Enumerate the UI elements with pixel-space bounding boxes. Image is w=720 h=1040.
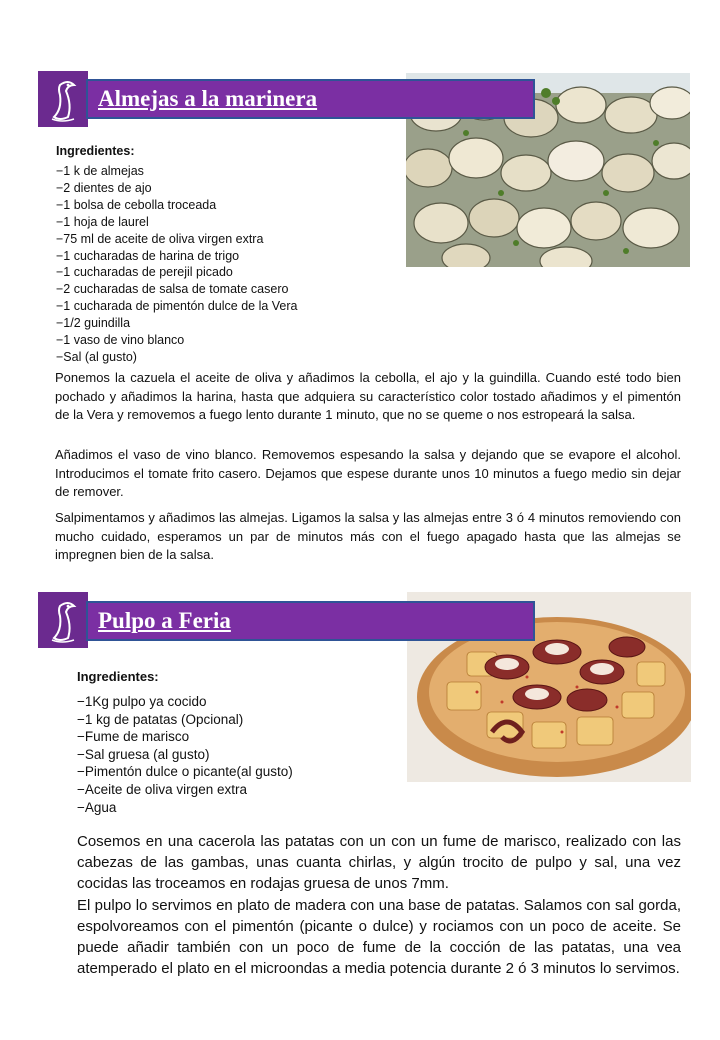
list-item: −1 vaso de vino blanco — [56, 333, 185, 348]
list-item: −1 cucharadas de perejil picado — [56, 265, 233, 280]
recipe-step-paragraph: Añadimos el vaso de vino blanco. Removemos espesando la salsa y dejando que se evapore el alcohol. Introducimos el tomate frito casero. Dejamos que espese durante unos 10 minutos a fuego medio sin dejar de remover. — [55, 447, 681, 499]
list-item: −Fume de marisco — [77, 729, 190, 745]
penguin-logo — [38, 592, 88, 648]
penguin-logo — [38, 71, 88, 127]
list-item: −Agua — [77, 799, 117, 815]
recipe-step-paragraph: El pulpo lo servimos en plato de madera con una base de patatas. Salamos con sal gorda, espolvoreamos con el pimentón (picante o dulce) y rociamos con un poco de aceite. Se puede añadir también con un poco de fume de la cocción de las patatas, una vea atemperado el plato en el microondas a media potencia durante 2 ó 3 minutos lo servimos. — [77, 897, 681, 977]
list-item: −1Kg pulpo ya cocido — [77, 694, 207, 709]
list-item: −2 cucharadas de salsa de tomate casero — [56, 282, 289, 297]
list-item: −1/2 guindilla — [56, 316, 131, 331]
ingredients-heading: Ingredientes: — [77, 669, 159, 684]
list-item: −Aceite de oliva virgen extra — [77, 781, 247, 797]
recipe-step-paragraph: Cosemos en una cacerola las patatas con un con un fume de marisco, realizado con las cabezas de las gambas, unas cuanta chirlas, y algún trocito de pulpo y sal, una vez cocidas las troceamos en rodajas gruesa de unos 7mm. — [77, 833, 681, 892]
recipe-title: Pulpo a Feria — [98, 608, 231, 633]
ingredients-list — [56, 163, 298, 366]
list-item: −1 bolsa de cebolla troceada — [56, 197, 217, 212]
recipe-step-paragraph: Ponemos la cazuela el aceite de oliva y añadimos la cebolla, el ajo y la guindilla. Cuando esté todo bien pochado y añadimos la harina, hasta que adquiera su característico color tostado añadimos y el pimentón de la Vera y removemos a fuego lento durante 1 minuto, que no se queme o nos estropeará la salsa. — [55, 370, 681, 422]
list-item: −1 hoja de laurel — [56, 214, 149, 229]
recipe-step-paragraph: Salpimentamos y añadimos las almejas. Ligamos la salsa y las almejas entre 3 ó 4 minutos removiendo con mucho cuidado, esperamos un par de minutos más con el fuego apagado hasta que las almejas se impregnen bien de la salsa. — [55, 510, 681, 562]
list-item: −1 k de almejas — [56, 164, 144, 178]
penguin-logo-icon — [38, 592, 88, 648]
list-item: −2 dientes de ajo — [56, 180, 152, 195]
list-item: −75 ml de aceite de oliva virgen extra — [56, 231, 264, 246]
ingredients-list — [77, 693, 293, 816]
ingredients-heading: Ingredientes: — [56, 144, 135, 158]
list-item: −1 cucharadas de harina de trigo — [56, 248, 240, 263]
list-item: −Sal (al gusto) — [56, 349, 137, 364]
recipe-title-bar — [86, 601, 535, 641]
list-item: −1 kg de patatas (Opcional) — [77, 711, 244, 727]
list-item: −1 cucharada de pimentón dulce de la Vera — [56, 299, 298, 314]
penguin-logo-icon — [38, 71, 88, 127]
recipe-title-bar — [86, 79, 535, 119]
recipe-title: Almejas a la marinera — [98, 86, 318, 111]
list-item: −Pimentón dulce o picante(al gusto) — [77, 764, 293, 780]
list-item: −Sal gruesa (al gusto) — [77, 746, 210, 762]
